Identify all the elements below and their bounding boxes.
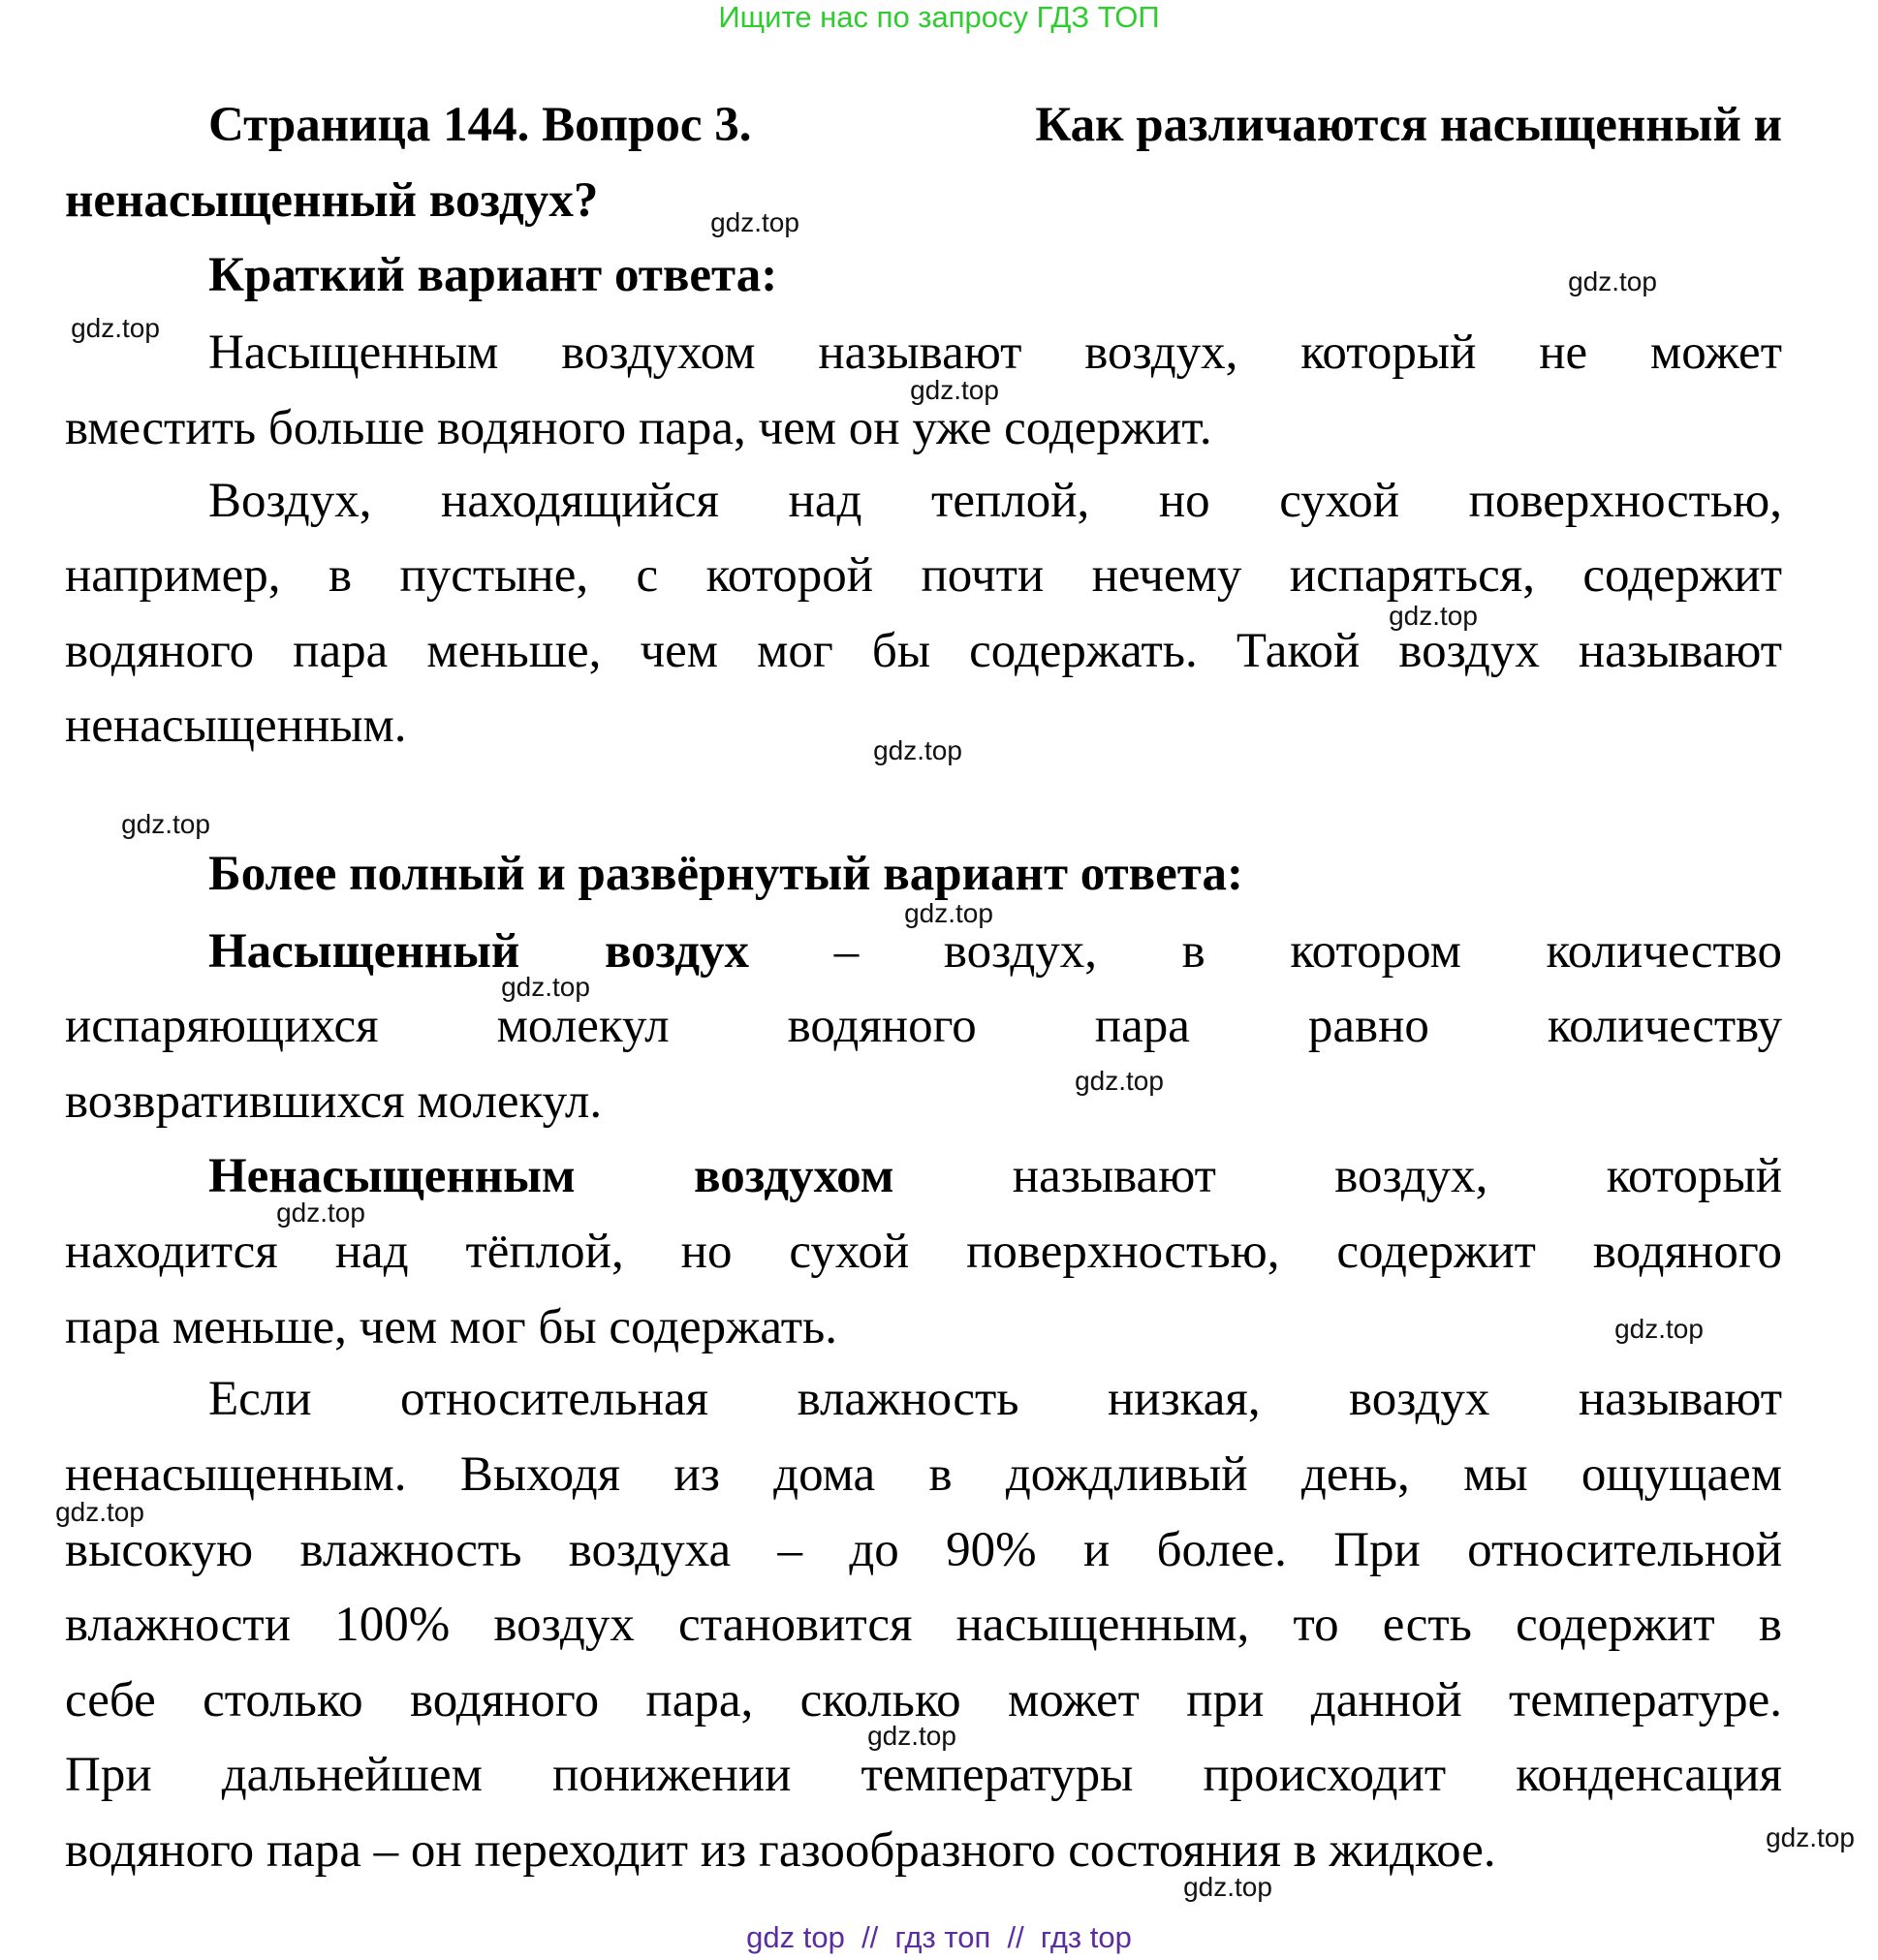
watermark: gdz.top [1183,1872,1272,1902]
text-line: влажности 100% воздух становится насыщенным, то есть содержит в [65,1598,1782,1652]
title-question-text: Как различаются насыщенный и [1035,98,1782,152]
text-line [208,922,1782,980]
watermark: gdz.top [501,972,590,1002]
watermark: gdz.top [1389,601,1478,631]
text-line: возвратившихся молекул. [65,1074,603,1129]
watermark: gdz.top [710,207,799,237]
watermark: gdz.top [904,898,993,928]
text-line: Воздух, находящийся над теплой, но сухой поверхностью, [208,474,1782,528]
watermark: gdz.top [1568,266,1657,296]
text-line: себе столько водяного пара, сколько может при данной температуре. [65,1673,1782,1727]
text-line: например, в пустыне, с которой почти нечему испаряться, содержит [65,548,1782,603]
watermark: gdz.top [71,313,160,343]
watermark: gdz.top [55,1497,144,1527]
title-page-question: Страница 144. Вопрос 3. [208,98,752,152]
watermark: gdz.top [276,1198,365,1228]
page-title [208,96,1782,154]
watermark: gdz.top [1614,1314,1704,1344]
term-unsaturated-air: Ненасыщенным воздухом [208,1149,894,1203]
text-line: Если относительная влажность низкая, воздух называют [208,1372,1782,1426]
text-line: вместить больше водяного пара, чем он уже содержит. [65,401,1212,455]
short-answer-heading: Краткий вариант ответа: [208,248,778,302]
text-line: При дальнейшем понижении температуры происходит конденсация [65,1748,1782,1802]
watermark: gdz.top [121,809,210,839]
definition-text: называют воздух, который [893,1149,1782,1203]
term-saturated-air: Насыщенный воздух [208,924,750,979]
text-line: находится над тёплой, но сухой поверхностью, содержит водяного [65,1225,1782,1279]
watermark: gdz.top [873,735,962,765]
watermark: gdz.top [1075,1066,1164,1096]
watermark: gdz.top [910,375,999,405]
text-line: Насыщенным воздухом называют воздух, который не может [208,326,1782,380]
text-line: ненасыщенным. Выходя из дома в дождливый день, мы ощущаем [65,1447,1782,1502]
title-line-2: ненасыщенный воздух? [65,173,599,228]
text-line: пара меньше, чем мог бы содержать. [65,1300,837,1354]
footer-links: gdz top // гдз топ // гдз top [746,1920,1132,1954]
definition-text: – воздух, в котором количество [749,924,1783,979]
text-line: ненасыщенным. [65,699,407,753]
text-line: водяного пара меньше, чем мог бы содержать. Такой воздух называют [65,624,1782,678]
watermark: gdz.top [867,1721,956,1751]
watermark: gdz.top [1766,1822,1855,1852]
text-line [208,1147,1782,1205]
text-line: высокую влажность воздуха – до 90% и более. При относительной [65,1523,1782,1577]
search-hint-banner: Ищите нас по запросу ГДЗ ТОП [718,0,1160,34]
full-answer-heading: Более полный и развёрнутый вариант ответа: [208,847,1243,901]
text-line: испаряющихся молекул водяного пара равно количеству [65,999,1782,1053]
text-line: водяного пара – он переходит из газообразного состояния в жидкое. [65,1823,1496,1878]
